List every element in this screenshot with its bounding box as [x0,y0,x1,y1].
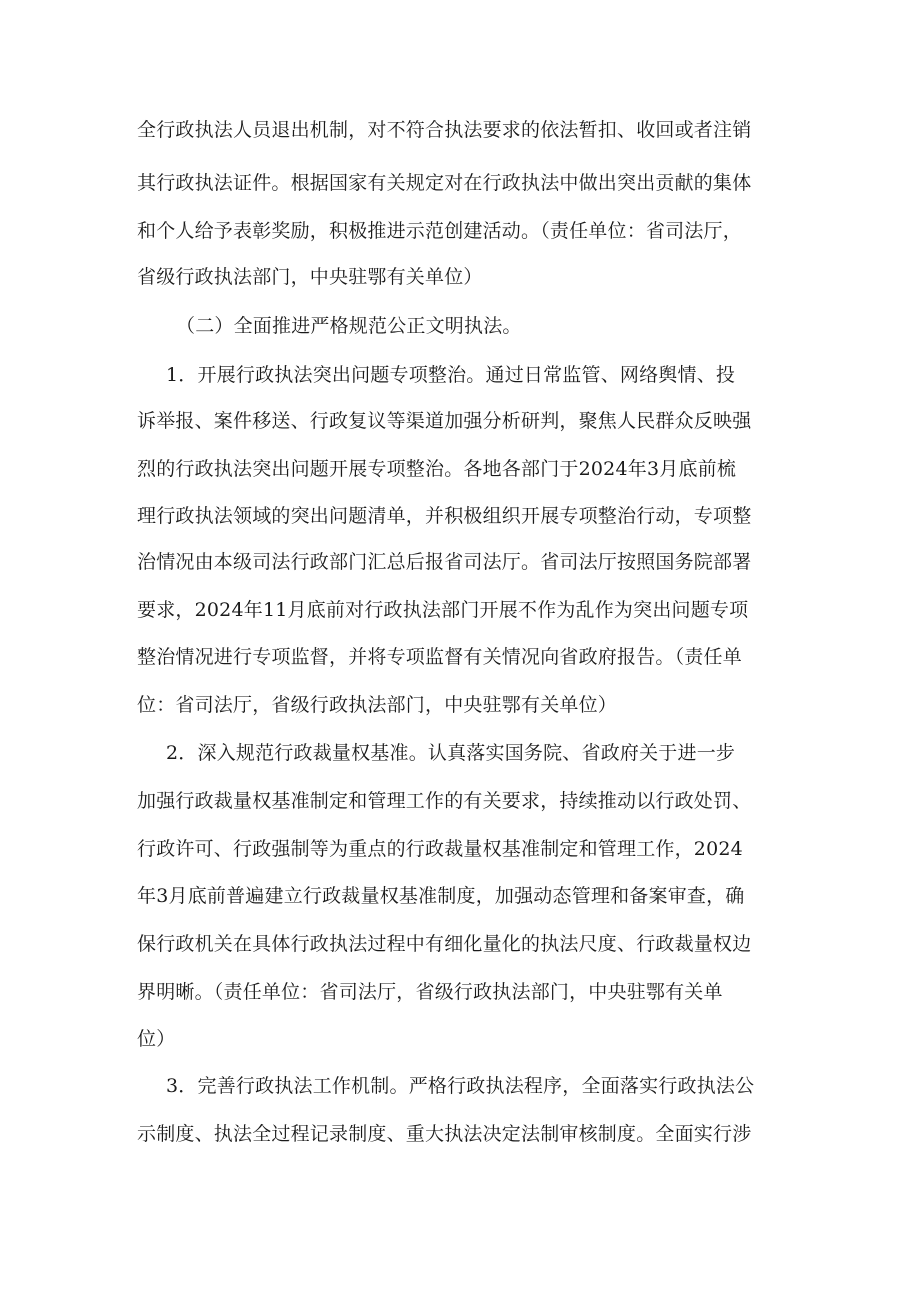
text-line: 全行政执法人员退出机制，对不符合执法要求的依法暂扣、收回或者注销 [137,119,752,141]
text-line: 省级行政执法部门，中央驻鄂有关单位） [137,266,483,288]
text-line: 整治情况进行专项监督，并将专项监督有关情况向省政府报告。（责任单 [137,646,742,668]
text-line: 位） [137,1028,176,1050]
text-line: 位：省司法厅，省级行政执法部门，中央驻鄂有关单位） [137,694,618,716]
text-line: 治情况由本级司法行政部门汇总后报省司法厅。省司法厅按照国务院部署 [137,551,752,573]
text-line: 示制度、执法全过程记录制度、重大执法决定法制审核制度。全面实行涉 [137,1123,752,1145]
section-heading: （二）全面推进严格规范公正文明执法。 [176,315,522,337]
text-line: 烈的行政执法突出问题开展专项整治。各地各部门于2024年3月底前梳 [137,458,737,480]
text-line: 其行政执法证件。根据国家有关规定对在行政执法中做出突出贡献的集体 [137,172,752,194]
text-line: 2．深入规范行政裁量权基准。认真落实国务院、省政府关于进一步 [166,742,736,764]
text-line: 3．完善行政执法工作机制。严格行政执法程序，全面落实行政执法公 [166,1075,755,1097]
text-line: 理行政执法领域的突出问题清单，并积极组织开展专项整治行动，专项整 [137,505,752,527]
text-line: 加强行政裁量权基准制定和管理工作的有关要求，持续推动以行政处罚、 [137,790,752,812]
text-line: 和个人给予表彰奖励，积极推进示范创建活动。（责任单位：省司法厅， [137,220,742,242]
text-line: 行政许可、行政强制等为重点的行政裁量权基准制定和管理工作，2024 [137,838,743,860]
text-line: 界明晰。（责任单位：省司法厅，省级行政执法部门，中央驻鄂有关单 [137,981,723,1003]
text-line: 年3月底前普遍建立行政裁量权基准制度，加强动态管理和备案审查，确 [137,885,745,907]
text-line: 1．开展行政执法突出问题专项整治。通过日常监管、网络舆情、投 [166,364,736,386]
text-line: 要求，2024年11月底前对行政执法部门开展不作为乱作为突出问题专项 [137,599,749,621]
text-line: 保行政机关在具体行政执法过程中有细化量化的执法尺度、行政裁量权边 [137,933,752,955]
text-line: 诉举报、案件移送、行政复议等渠道加强分析研判，聚焦人民群众反映强 [137,410,752,432]
